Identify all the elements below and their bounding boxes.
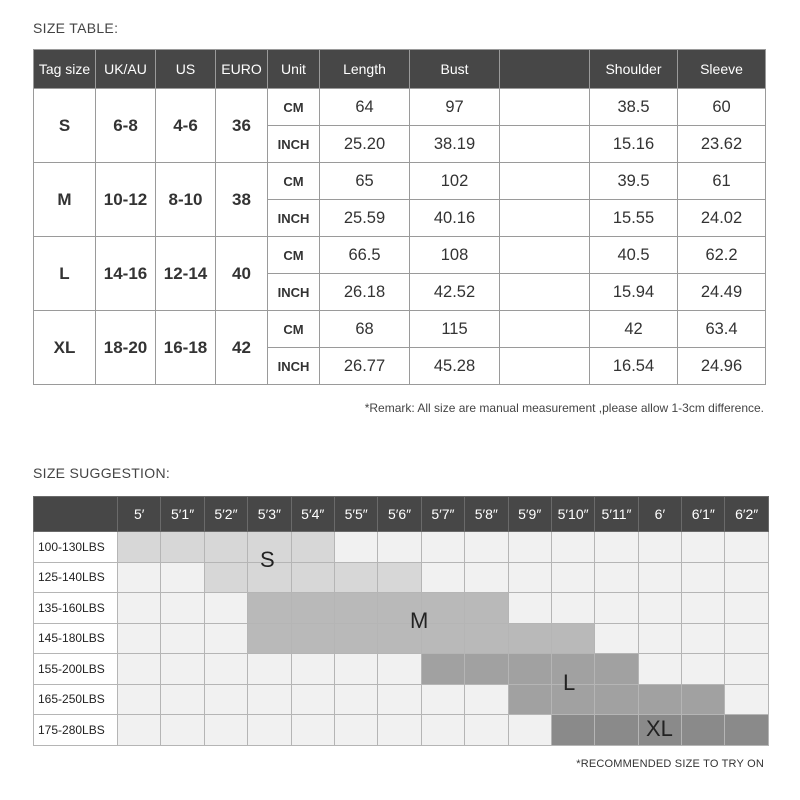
tag-size-cell: M [34,163,96,237]
us-cell: 12-14 [156,237,216,311]
sleeve-cell: 24.02 [678,200,766,237]
suggestion-cell [204,593,247,624]
uk-au-cell: 18-20 [96,311,156,385]
suggestion-cell [682,684,725,715]
suggestion-cell [465,562,508,593]
us-cell: 4-6 [156,89,216,163]
suggestion-cell [334,715,377,746]
suggestion-cell [725,532,768,563]
suggestion-cell [204,684,247,715]
suggestion-cell [551,562,594,593]
measurement-remark: *Remark: All size are manual measurement ,please allow 1-3cm difference. [364,401,764,415]
suggestion-cell [291,593,334,624]
shoulder-cell: 40.5 [590,237,678,274]
height-header-cell: 5′2″ [204,497,247,532]
suggestion-cell [638,532,681,563]
suggestion-cell [595,715,638,746]
corner-header-cell [34,497,118,532]
length-cell: 26.18 [320,274,410,311]
tag-size-cell: L [34,237,96,311]
header-blank [500,50,590,89]
suggestion-cell [334,654,377,685]
weight-label-cell: 125-140LBS [34,562,118,593]
tag-size-cell: S [34,89,96,163]
height-header-cell: 6′1″ [682,497,725,532]
length-cell: 66.5 [320,237,410,274]
header-sleeve: Sleeve [678,50,766,89]
suggestion-cell [161,623,204,654]
suggestion-cell [465,623,508,654]
suggestion-cell [204,562,247,593]
uk-au-cell: 10-12 [96,163,156,237]
suggestion-cell [378,715,421,746]
suggestion-cell [291,684,334,715]
uk-au-cell: 6-8 [96,89,156,163]
unit-cell: INCH [268,348,320,385]
suggestion-cell [682,623,725,654]
size-table-header-row [34,50,766,89]
weight-label-cell: 135-160LBS [34,593,118,624]
length-cell: 65 [320,163,410,200]
sleeve-cell: 62.2 [678,237,766,274]
bust-cell: 40.16 [410,200,500,237]
suggestion-cell [638,654,681,685]
suggestion-cell [551,715,594,746]
zone-label-l: L [563,670,576,695]
height-header-row [34,497,769,532]
suggestion-cell [508,532,551,563]
header-unit: Unit [268,50,320,89]
suggestion-cell [161,562,204,593]
bust-cell: 38.19 [410,126,500,163]
suggestion-cell [204,715,247,746]
suggestion-cell [725,715,768,746]
header-shoulder: Shoulder [590,50,678,89]
height-header-cell: 5′1″ [161,497,204,532]
blank-cell [500,163,590,200]
bust-cell: 45.28 [410,348,500,385]
euro-cell: 40 [216,237,268,311]
length-cell: 64 [320,89,410,126]
weight-row [34,532,769,563]
weight-row [34,562,769,593]
header-length: Length [320,50,410,89]
suggestion-cell [725,623,768,654]
height-header-cell: 5′9″ [508,497,551,532]
suggestion-cell [421,532,464,563]
suggestion-cell [291,532,334,563]
size-row [34,89,766,126]
suggestion-cell [118,715,161,746]
suggestion-cell [638,684,681,715]
suggestion-cell [291,623,334,654]
suggestion-cell [248,623,291,654]
zone-label-xl: XL [646,716,673,741]
suggestion-cell [161,654,204,685]
suggestion-cell [682,532,725,563]
weight-row [34,684,769,715]
suggestion-cell [334,684,377,715]
size-row [34,311,766,348]
bust-cell: 97 [410,89,500,126]
suggestion-cell [118,623,161,654]
bust-cell: 42.52 [410,274,500,311]
suggestion-cell [682,562,725,593]
suggestion-cell [248,684,291,715]
header-uk-au: UK/AU [96,50,156,89]
suggestion-cell [118,654,161,685]
height-header-cell: 5′6″ [378,497,421,532]
suggestion-cell [508,623,551,654]
suggestion-cell [161,715,204,746]
height-header-cell: 5′4″ [291,497,334,532]
suggestion-cell [725,593,768,624]
shoulder-cell: 15.55 [590,200,678,237]
size-row [34,163,766,200]
blank-cell [500,200,590,237]
euro-cell: 36 [216,89,268,163]
suggestion-cell [725,654,768,685]
suggestion-cell [204,532,247,563]
unit-cell: CM [268,311,320,348]
suggestion-cell [465,684,508,715]
blank-cell [500,89,590,126]
suggestion-cell [161,532,204,563]
suggestion-cell [118,562,161,593]
blank-cell [500,274,590,311]
unit-cell: CM [268,237,320,274]
shoulder-cell: 39.5 [590,163,678,200]
height-header-cell: 5′8″ [465,497,508,532]
suggestion-cell [118,532,161,563]
suggestion-cell [508,562,551,593]
suggestion-cell [118,684,161,715]
suggestion-cell [551,532,594,563]
shoulder-cell: 38.5 [590,89,678,126]
length-cell: 25.59 [320,200,410,237]
length-cell: 25.20 [320,126,410,163]
weight-row [34,623,769,654]
suggestion-cell [118,593,161,624]
weight-label-cell: 155-200LBS [34,654,118,685]
suggestion-cell [204,623,247,654]
suggestion-cell [334,532,377,563]
weight-label-cell: 100-130LBS [34,532,118,563]
suggestion-cell [551,623,594,654]
bust-cell: 102 [410,163,500,200]
suggestion-cell [378,532,421,563]
size-suggestion-grid [33,496,769,746]
sleeve-cell: 61 [678,163,766,200]
height-header-cell: 5′7″ [421,497,464,532]
size-table [33,49,766,385]
suggestion-cell [248,654,291,685]
sleeve-cell: 24.96 [678,348,766,385]
suggestion-cell [378,684,421,715]
suggestion-cell [595,532,638,563]
weight-row [34,593,769,624]
suggestion-cell [638,593,681,624]
header-euro: EURO [216,50,268,89]
sleeve-cell: 63.4 [678,311,766,348]
euro-cell: 38 [216,163,268,237]
size-row [34,237,766,274]
weight-row [34,654,769,685]
suggestion-cell [291,654,334,685]
recommended-footnote: *RECOMMENDED SIZE TO TRY ON [576,758,764,770]
height-header-cell: 5′11″ [595,497,638,532]
height-header-cell: 5′3″ [248,497,291,532]
blank-cell [500,311,590,348]
length-cell: 68 [320,311,410,348]
unit-cell: CM [268,163,320,200]
suggestion-cell [682,654,725,685]
euro-cell: 42 [216,311,268,385]
weight-label-cell: 145-180LBS [34,623,118,654]
suggestion-cell [595,623,638,654]
length-cell: 26.77 [320,348,410,385]
zone-label-m: M [410,608,429,633]
suggestion-cell [291,562,334,593]
sleeve-cell: 24.49 [678,274,766,311]
suggestion-cell [682,715,725,746]
shoulder-cell: 15.16 [590,126,678,163]
header-us: US [156,50,216,89]
suggestion-cell [421,684,464,715]
suggestion-cell [421,715,464,746]
bust-cell: 108 [410,237,500,274]
sleeve-cell: 23.62 [678,126,766,163]
unit-cell: INCH [268,126,320,163]
suggestion-cell [595,684,638,715]
blank-cell [500,237,590,274]
suggestion-cell [465,532,508,563]
suggestion-cell [334,562,377,593]
sleeve-cell: 60 [678,89,766,126]
suggestion-cell [248,593,291,624]
us-cell: 8-10 [156,163,216,237]
suggestion-cell [465,593,508,624]
suggestion-cell [508,593,551,624]
height-header-cell: 6′2″ [725,497,768,532]
suggestion-cell [508,715,551,746]
suggestion-cell [595,562,638,593]
bust-cell: 115 [410,311,500,348]
suggestion-cell [682,593,725,624]
size-table-title: SIZE TABLE: [33,20,119,36]
weight-label-cell: 165-250LBS [34,684,118,715]
height-header-cell: 6′ [638,497,681,532]
unit-cell: CM [268,89,320,126]
suggestion-cell [508,684,551,715]
suggestion-cell [248,715,291,746]
suggestion-cell [161,684,204,715]
size-suggestion-title: SIZE SUGGESTION: [33,465,171,481]
us-cell: 16-18 [156,311,216,385]
suggestion-cell [465,654,508,685]
suggestion-cell [465,715,508,746]
suggestion-cell [161,593,204,624]
suggestion-cell [595,654,638,685]
suggestion-cell [204,654,247,685]
header-tag-size: Tag size [34,50,96,89]
unit-cell: INCH [268,200,320,237]
suggestion-cell [334,593,377,624]
height-header-cell: 5′ [118,497,161,532]
blank-cell [500,348,590,385]
blank-cell [500,126,590,163]
suggestion-cell [421,562,464,593]
unit-cell: INCH [268,274,320,311]
suggestion-cell [291,715,334,746]
suggestion-cell [638,623,681,654]
uk-au-cell: 14-16 [96,237,156,311]
suggestion-cell [334,623,377,654]
suggestion-cell [508,654,551,685]
suggestion-cell [421,654,464,685]
suggestion-cell [725,562,768,593]
height-header-cell: 5′10″ [551,497,594,532]
shoulder-cell: 16.54 [590,348,678,385]
suggestion-cell [378,654,421,685]
suggestion-cell [725,684,768,715]
suggestion-cell [638,562,681,593]
weight-label-cell: 175-280LBS [34,715,118,746]
zone-label-s: S [260,547,275,572]
height-header-cell: 5′5″ [334,497,377,532]
shoulder-cell: 42 [590,311,678,348]
tag-size-cell: XL [34,311,96,385]
header-bust: Bust [410,50,500,89]
shoulder-cell: 15.94 [590,274,678,311]
suggestion-cell [378,562,421,593]
suggestion-cell [551,593,594,624]
suggestion-cell [595,593,638,624]
